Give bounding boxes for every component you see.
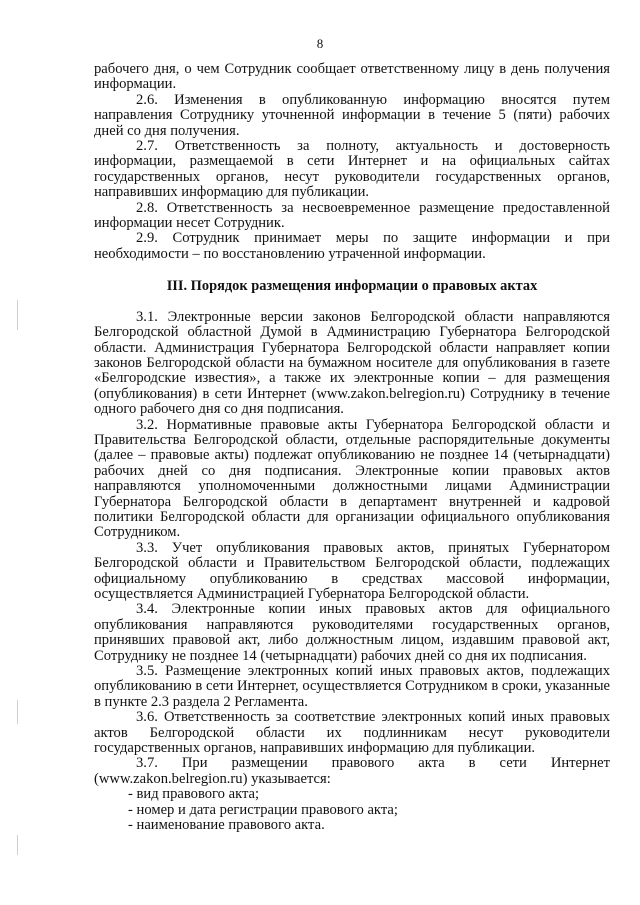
paragraph-2-8: 2.8. Ответственность за несвоевременное размещение предоставленной информации несет Сотрудник.: [94, 199, 610, 232]
scan-artifact-line: [17, 700, 18, 724]
paragraph-3-6: 3.6. Ответственность за соответствие электронных копий иных правовых актов Белгородской области их подлинникам несут руководители государственных органов, направивших информацию для публикации.: [94, 709, 610, 757]
document-body: [94, 62, 610, 834]
paragraph-3-7: 3.7. При размещении правового акта в сети Интернет (www.zakon.belregion.ru) указывается:: [94, 755, 610, 787]
scan-artifact-line: [17, 300, 18, 330]
list-item: - наименование правового акта.: [128, 817, 325, 834]
paragraph-3-1: 3.1. Электронные версии законов Белгородской области направляются Белгородской областной Думой в Администрацию Губернатора Белгородской области. Администрация Губернатора Белгородской области направляет копии законов Белгородской области на бумажном носителе для опубликования в газете «Белгородские известия», а также их электронные копии – для размещения (опубликования) в сети Интернет (www.zakon.belregion.ru) Сотруднику в течение одного рабочего дня со дня подписания.: [94, 308, 610, 418]
paragraph-3-4: 3.4. Электронные копии иных правовых актов для официального опубликования направляются руководителями государственных органов, принявших правовой акт, либо должностным лицом, издавшим правовой акт, Сотруднику не позднее 14 (четырнадцати) рабочих дней со дня их подписания.: [94, 601, 610, 664]
paragraph-3-3: 3.3. Учет опубликования правовых актов, принятых Губернатором Белгородской области и Правительством Белгородской области, подлежащих официальному опубликованию в средствах массовой информации, осуществляется Администрацией Губернатора Белгородской области.: [94, 539, 610, 602]
scan-artifact-line: [17, 835, 18, 855]
list-item: - номер и дата регистрации правового акта;: [128, 801, 398, 818]
page-number: 8: [316, 36, 324, 51]
paragraph-continuation: рабочего дня, о чем Сотрудник сообщает ответственному лицу в день получения информации.: [94, 61, 610, 93]
paragraph-3-5: 3.5. Размещение электронных копий иных правовых актов, подлежащих опубликованию в сети Интернет, осуществляется Сотрудником в сроки, указанные в пункте 2.3 раздела 2 Регламента.: [94, 663, 610, 710]
paragraph-2-9: 2.9. Сотрудник принимает меры по защите информации и при необходимости – по восстановлению утраченной информации.: [94, 230, 610, 262]
paragraph-3-2: 3.2. Нормативные правовые акты Губернатора Белгородской области и Правительства Белгородской области, отдельные распорядительные документы (далее – правовые акты) подлежат опубликованию не позднее 14 (четырнадцати) рабочих дней со дня подписания. Электронные копии правовых актов направляются уполномоченными должностными лицами Администрации Губернатора Белгородской области в департамент внутренней и кадровой политики Белгородской области для организации официального опубликования Сотрудником.: [94, 416, 610, 541]
paragraph-2-6: 2.6. Изменения в опубликованную информацию вносятся путем направления Сотруднику уточненной информации в течение 5 (пяти) рабочих дней со дня получения.: [94, 91, 610, 139]
list-item: - вид правового акта;: [128, 786, 260, 803]
section-heading: III. Порядок размещения информации о правовых актах: [166, 278, 538, 295]
paragraph-2-7: 2.7. Ответственность за полноту, актуальность и достоверность информации, размещаемой в сети Интернет и на официальных сайтах государственных органов, несут руководители государственных органов, направивших информацию для публикации.: [94, 138, 610, 201]
